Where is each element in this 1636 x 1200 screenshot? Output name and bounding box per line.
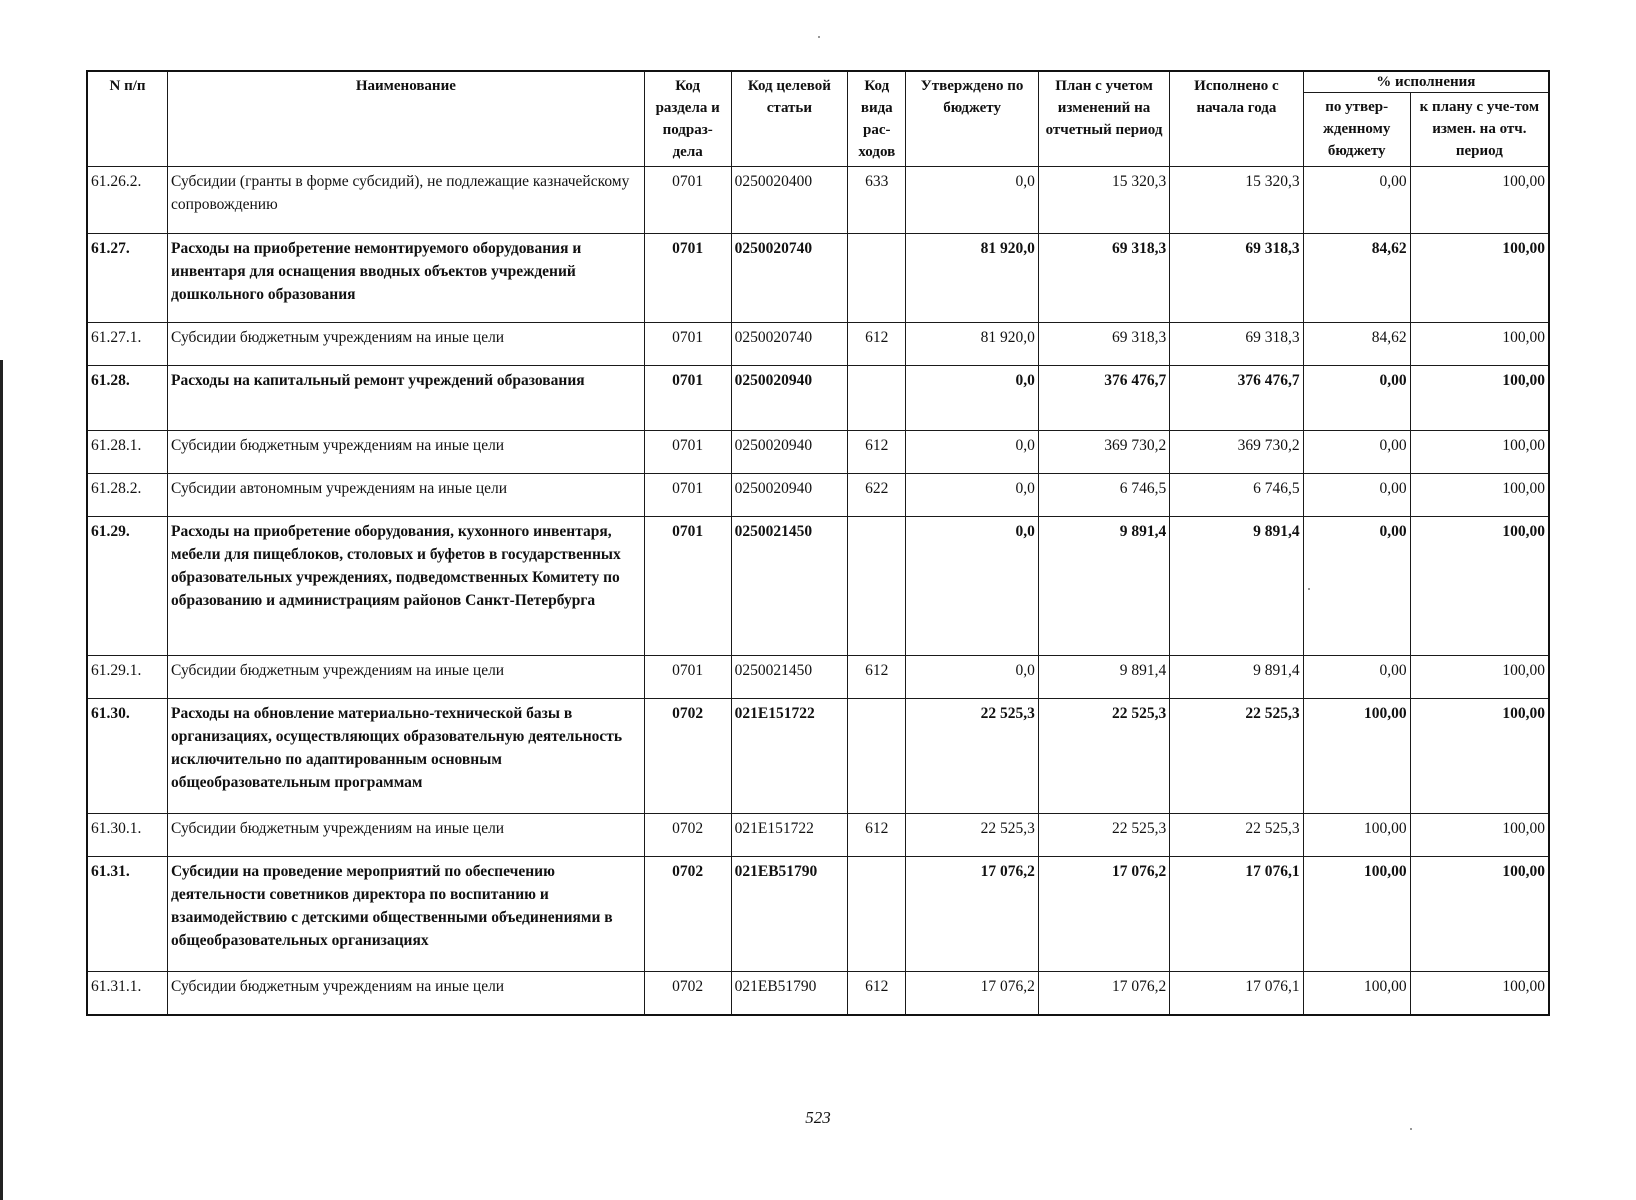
row-plan: 69 318,3 <box>1038 323 1169 366</box>
header-num: N п/п <box>87 71 168 167</box>
scan-edge <box>0 360 3 1200</box>
row-percent-budget: 0,00 <box>1303 431 1410 474</box>
row-number: 61.29. <box>87 517 168 656</box>
row-approved: 17 076,2 <box>906 972 1038 1016</box>
row-approved: 22 525,3 <box>906 814 1038 857</box>
header-name: Наименование <box>168 71 645 167</box>
header-section-code: Код раздела и подраз-дела <box>644 71 731 167</box>
row-percent-budget: 84,62 <box>1303 323 1410 366</box>
row-expense-type-code <box>848 699 906 814</box>
row-executed: 69 318,3 <box>1170 323 1303 366</box>
row-percent-budget: 0,00 <box>1303 167 1410 234</box>
row-plan: 22 525,3 <box>1038 814 1169 857</box>
header-target-code: Код целевой статьи <box>731 71 848 167</box>
row-target-code: 0250020940 <box>731 431 848 474</box>
row-approved: 81 920,0 <box>906 234 1038 323</box>
row-percent-plan: 100,00 <box>1410 517 1549 656</box>
row-name: Субсидии автономным учреждениям на иные цели <box>168 474 645 517</box>
row-section-code: 0701 <box>644 474 731 517</box>
row-expense-type-code: 612 <box>848 814 906 857</box>
row-percent-budget: 0,00 <box>1303 366 1410 431</box>
row-expense-type-code <box>848 517 906 656</box>
row-executed: 369 730,2 <box>1170 431 1303 474</box>
row-target-code: 0250020400 <box>731 167 848 234</box>
table-row <box>87 234 1549 323</box>
row-expense-type-code: 612 <box>848 323 906 366</box>
row-percent-plan: 100,00 <box>1410 972 1549 1016</box>
row-approved: 0,0 <box>906 366 1038 431</box>
row-approved: 81 920,0 <box>906 323 1038 366</box>
row-plan: 9 891,4 <box>1038 517 1169 656</box>
row-percent-budget: 100,00 <box>1303 972 1410 1016</box>
table-row <box>87 656 1549 699</box>
row-target-code: 0250021450 <box>731 656 848 699</box>
row-section-code: 0701 <box>644 366 731 431</box>
row-percent-budget: 0,00 <box>1303 517 1410 656</box>
row-expense-type-code <box>848 857 906 972</box>
row-executed: 22 525,3 <box>1170 814 1303 857</box>
row-number: 61.27.1. <box>87 323 168 366</box>
row-percent-plan: 100,00 <box>1410 431 1549 474</box>
row-approved: 0,0 <box>906 517 1038 656</box>
row-plan: 6 746,5 <box>1038 474 1169 517</box>
row-approved: 0,0 <box>906 474 1038 517</box>
row-number: 61.30. <box>87 699 168 814</box>
row-name: Субсидии бюджетным учреждениям на иные цели <box>168 656 645 699</box>
row-executed: 9 891,4 <box>1170 656 1303 699</box>
row-number: 61.29.1. <box>87 656 168 699</box>
row-name: Расходы на приобретение немонтируемого оборудования и инвентаря для оснащения вводных объектов учреждений дошкольного образования <box>168 234 645 323</box>
table-row <box>87 517 1549 656</box>
row-name: Субсидии бюджетным учреждениям на иные цели <box>168 972 645 1016</box>
row-target-code: 0250020940 <box>731 366 848 431</box>
row-target-code: 021EB51790 <box>731 857 848 972</box>
row-executed: 17 076,1 <box>1170 972 1303 1016</box>
row-number: 61.31. <box>87 857 168 972</box>
row-target-code: 0250020940 <box>731 474 848 517</box>
row-percent-budget: 84,62 <box>1303 234 1410 323</box>
row-percent-budget: 100,00 <box>1303 699 1410 814</box>
row-section-code: 0702 <box>644 972 731 1016</box>
row-number: 61.30.1. <box>87 814 168 857</box>
row-executed: 376 476,7 <box>1170 366 1303 431</box>
header-approved: Утверждено по бюджету <box>906 71 1038 167</box>
row-number: 61.28. <box>87 366 168 431</box>
row-expense-type-code <box>848 234 906 323</box>
row-plan: 22 525,3 <box>1038 699 1169 814</box>
table-row <box>87 366 1549 431</box>
table-row <box>87 857 1549 972</box>
row-section-code: 0702 <box>644 857 731 972</box>
header-plan: План с учетом изменений на отчетный период <box>1038 71 1169 167</box>
row-approved: 0,0 <box>906 431 1038 474</box>
row-plan: 69 318,3 <box>1038 234 1169 323</box>
row-executed: 15 320,3 <box>1170 167 1303 234</box>
table-row <box>87 431 1549 474</box>
row-expense-type-code: 612 <box>848 972 906 1016</box>
row-percent-plan: 100,00 <box>1410 366 1549 431</box>
row-name: Расходы на приобретение оборудования, кухонного инвентаря, мебели для пищеблоков, столовых и буфетов в государственных образовательных учреждениях, подведомственных Комитету по образованию и администрациям районов Санкт-Петербурга <box>168 517 645 656</box>
row-plan: 17 076,2 <box>1038 972 1169 1016</box>
row-executed: 69 318,3 <box>1170 234 1303 323</box>
row-expense-type-code: 612 <box>848 656 906 699</box>
row-section-code: 0701 <box>644 656 731 699</box>
row-target-code: 0250020740 <box>731 234 848 323</box>
row-plan: 9 891,4 <box>1038 656 1169 699</box>
page-number: 523 <box>805 1108 831 1127</box>
table-row <box>87 474 1549 517</box>
row-name: Субсидии бюджетным учреждениям на иные цели <box>168 431 645 474</box>
row-number: 61.31.1. <box>87 972 168 1016</box>
row-name: Расходы на обновление материально-технической базы в организациях, осуществляющих образовательную деятельность исключительно по адаптированным основным общеобразовательным программам <box>168 699 645 814</box>
row-percent-plan: 100,00 <box>1410 167 1549 234</box>
header-executed: Исполнено с начала года <box>1170 71 1303 167</box>
row-expense-type-code: 612 <box>848 431 906 474</box>
row-section-code: 0702 <box>644 814 731 857</box>
row-name: Субсидии бюджетным учреждениям на иные цели <box>168 323 645 366</box>
row-percent-plan: 100,00 <box>1410 814 1549 857</box>
row-target-code: 021E151722 <box>731 814 848 857</box>
row-percent-budget: 0,00 <box>1303 656 1410 699</box>
row-approved: 0,0 <box>906 167 1038 234</box>
row-executed: 22 525,3 <box>1170 699 1303 814</box>
row-approved: 22 525,3 <box>906 699 1038 814</box>
row-plan: 376 476,7 <box>1038 366 1169 431</box>
row-expense-type-code <box>848 366 906 431</box>
scan-speck <box>1410 1128 1412 1130</box>
row-percent-plan: 100,00 <box>1410 323 1549 366</box>
table-row <box>87 323 1549 366</box>
header-percent-plan: к плану с уче-том измен. на отч. период <box>1410 93 1549 167</box>
header-expense-type-code: Код вида рас-ходов <box>848 71 906 167</box>
table-row <box>87 699 1549 814</box>
row-number: 61.28.1. <box>87 431 168 474</box>
row-target-code: 0250020740 <box>731 323 848 366</box>
header-percent-group: % исполнения <box>1303 71 1549 93</box>
row-section-code: 0701 <box>644 167 731 234</box>
row-number: 61.26.2. <box>87 167 168 234</box>
row-section-code: 0701 <box>644 431 731 474</box>
row-percent-plan: 100,00 <box>1410 656 1549 699</box>
row-executed: 9 891,4 <box>1170 517 1303 656</box>
row-percent-budget: 100,00 <box>1303 814 1410 857</box>
row-name: Субсидии на проведение мероприятий по обеспечению деятельности советников директора по воспитанию и взаимодействию с детскими общественными объединениями в общеобразовательных организациях <box>168 857 645 972</box>
row-percent-plan: 100,00 <box>1410 857 1549 972</box>
row-plan: 17 076,2 <box>1038 857 1169 972</box>
row-plan: 15 320,3 <box>1038 167 1169 234</box>
header-percent-budget: по утвер-жденному бюджету <box>1303 93 1410 167</box>
row-section-code: 0701 <box>644 517 731 656</box>
row-expense-type-code: 633 <box>848 167 906 234</box>
row-percent-plan: 100,00 <box>1410 699 1549 814</box>
row-target-code: 021EB51790 <box>731 972 848 1016</box>
budget-execution-table <box>86 70 1550 1016</box>
table-row <box>87 972 1549 1016</box>
table-row <box>87 814 1549 857</box>
row-name: Субсидии (гранты в форме субсидий), не подлежащие казначейскому сопровождению <box>168 167 645 234</box>
row-section-code: 0701 <box>644 234 731 323</box>
row-executed: 17 076,1 <box>1170 857 1303 972</box>
row-target-code: 0250021450 <box>731 517 848 656</box>
row-plan: 369 730,2 <box>1038 431 1169 474</box>
row-expense-type-code: 622 <box>848 474 906 517</box>
row-name: Субсидии бюджетным учреждениям на иные цели <box>168 814 645 857</box>
row-percent-budget: 0,00 <box>1303 474 1410 517</box>
row-name: Расходы на капитальный ремонт учреждений образования <box>168 366 645 431</box>
row-percent-budget: 100,00 <box>1303 857 1410 972</box>
row-approved: 17 076,2 <box>906 857 1038 972</box>
row-executed: 6 746,5 <box>1170 474 1303 517</box>
row-section-code: 0702 <box>644 699 731 814</box>
row-approved: 0,0 <box>906 656 1038 699</box>
table-row <box>87 167 1549 234</box>
row-section-code: 0701 <box>644 323 731 366</box>
row-target-code: 021E151722 <box>731 699 848 814</box>
row-number: 61.27. <box>87 234 168 323</box>
row-percent-plan: 100,00 <box>1410 474 1549 517</box>
scan-speck <box>818 36 820 38</box>
row-number: 61.28.2. <box>87 474 168 517</box>
row-percent-plan: 100,00 <box>1410 234 1549 323</box>
